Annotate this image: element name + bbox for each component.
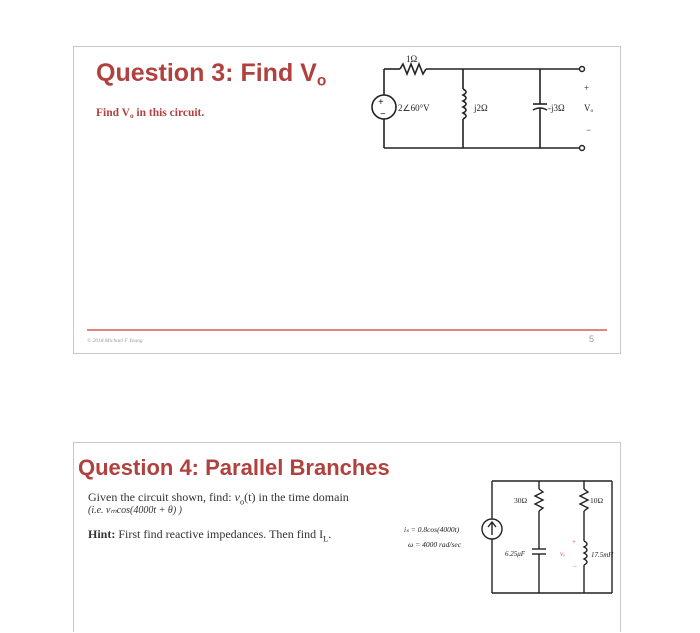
vo-label: vₒ <box>560 550 566 558</box>
hint-label: Hint: <box>88 527 116 541</box>
hint-body: First find reactive impedances. Then find I <box>115 527 324 541</box>
vo-plus: + <box>572 538 576 546</box>
is-label: iₛ = 0.8cos(4000t) <box>404 525 460 534</box>
circuit-diagram-q4 <box>74 443 622 633</box>
ind-label: 17.5mH <box>591 551 614 559</box>
given-pre: Given the circuit shown, find: <box>88 490 235 504</box>
capacitor-label: -j3Ω <box>548 103 565 113</box>
find-text: Find V <box>96 107 130 119</box>
svg-text:−: − <box>380 109 386 120</box>
omega-label: ω = 4000 rad/sec <box>408 540 462 549</box>
hint-sub: L <box>323 534 329 544</box>
page-number: 5 <box>588 334 594 344</box>
circuit-diagram-q3 <box>74 47 622 355</box>
ie-text: (i.e. vₘcos(4000t + θ) ) <box>88 505 182 516</box>
inductor-label: j2Ω <box>474 103 488 113</box>
cap-label: 6.25μF <box>505 550 526 558</box>
vo-minus: − <box>586 125 592 135</box>
vo-plus: + <box>584 83 590 93</box>
find-subscript: o <box>129 112 134 121</box>
source-label: 2∠60°V <box>398 103 430 113</box>
find-rest: in this circuit. <box>133 107 205 119</box>
title-text: Question 3: Find V <box>96 59 317 87</box>
terminal-bottom <box>580 146 585 151</box>
given-post: (t) in the time domain <box>244 490 349 504</box>
title-subscript: o <box>316 72 327 90</box>
slide-title: Question 4: Parallel Branches <box>78 455 390 480</box>
resistor-label: 1Ω <box>406 54 418 64</box>
footer-rule <box>87 329 607 331</box>
slide-question-3 <box>73 46 621 354</box>
r30-label: 30Ω <box>514 496 528 505</box>
r10-label: 10Ω <box>590 496 604 505</box>
hint-end: . <box>328 527 332 541</box>
terminal-top <box>580 67 585 72</box>
copyright: © 2018 Michael F Young <box>87 338 143 344</box>
slide-question-4 <box>73 442 621 632</box>
given-sub: o <box>239 497 245 507</box>
vo-minus: − <box>573 563 577 571</box>
given-var: v <box>234 490 240 504</box>
svg-text:+: + <box>378 97 384 108</box>
vo-label: Vₒ <box>584 103 594 113</box>
